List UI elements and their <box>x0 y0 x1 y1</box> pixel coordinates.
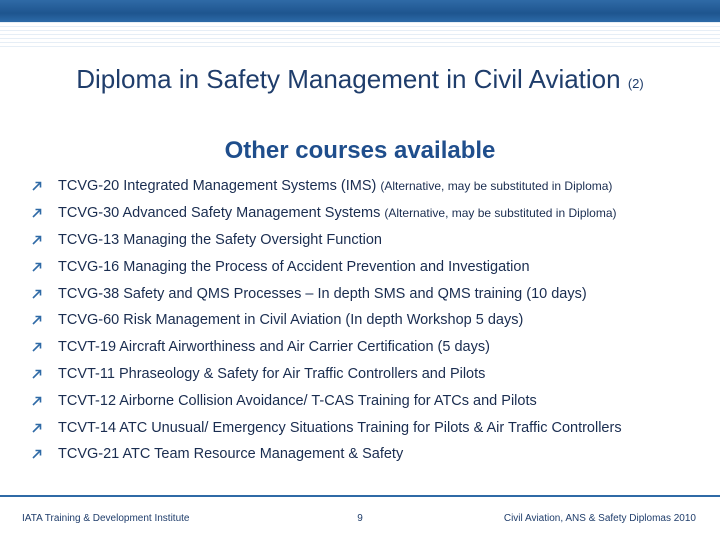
course-item <box>30 387 622 414</box>
course-item <box>30 173 622 200</box>
arrow-up-right-icon <box>30 394 44 408</box>
course-item <box>30 200 622 227</box>
slide-title-suffix: (2) <box>627 76 644 91</box>
course-note: (Alternative, may be substituted in Diploma) <box>380 179 613 194</box>
footer-left-text: IATA Training & Development Institute <box>22 513 190 524</box>
footer-divider <box>0 495 720 497</box>
course-item <box>30 414 622 441</box>
header-stripes <box>0 22 720 48</box>
arrow-up-right-icon <box>30 179 44 193</box>
course-title: TCVT-14 ATC Unusual/ Emergency Situations Training for Pilots & Air Traffic Controllers <box>58 419 622 436</box>
arrow-up-right-icon <box>30 421 44 435</box>
footer-right-text: Civil Aviation, ANS & Safety Diplomas 2010 <box>503 513 696 524</box>
arrow-up-right-icon <box>30 233 44 247</box>
page-number: 9 <box>357 513 363 524</box>
course-title: TCVG-13 Managing the Safety Oversight Function <box>58 231 382 248</box>
course-item <box>30 361 622 388</box>
arrow-up-right-icon <box>30 260 44 274</box>
course-title: TCVG-30 Advanced Safety Management Systems <box>58 205 381 222</box>
course-title: TCVG-60 Risk Management in Civil Aviation (In depth Workshop 5 days) <box>58 312 524 329</box>
slide-subtitle: Other courses available <box>224 137 496 164</box>
arrow-up-right-icon <box>30 340 44 354</box>
course-title: TCVG-21 ATC Team Resource Management & Safety <box>58 446 404 463</box>
course-title: TCVT-19 Aircraft Airworthiness and Air Carrier Certification (5 days) <box>58 339 490 356</box>
header-bar <box>0 0 720 22</box>
arrow-up-right-icon <box>30 206 44 220</box>
course-title: TCVG-20 Integrated Management Systems (IMS) <box>58 178 377 195</box>
arrow-up-right-icon <box>30 313 44 327</box>
course-title: TCVG-16 Managing the Process of Accident Prevention and Investigation <box>58 258 530 275</box>
arrow-up-right-icon <box>30 367 44 381</box>
course-item <box>30 253 622 280</box>
course-item <box>30 280 622 307</box>
course-title: TCVT-11 Phraseology & Safety for Air Traffic Controllers and Pilots <box>58 365 486 382</box>
course-title: TCVG-38 Safety and QMS Processes – In depth SMS and QMS training (10 days) <box>58 285 587 302</box>
course-item <box>30 227 622 254</box>
slide-title <box>0 64 720 95</box>
course-item <box>30 334 622 361</box>
arrow-up-right-icon <box>30 287 44 301</box>
course-list <box>30 173 622 468</box>
course-item <box>30 307 622 334</box>
course-note: (Alternative, may be substituted in Diploma) <box>384 206 617 221</box>
slide-title-text: Diploma in Safety Management in Civil Aviation <box>76 64 621 94</box>
course-title: TCVT-12 Airborne Collision Avoidance/ T-CAS Training for ATCs and Pilots <box>58 392 537 409</box>
arrow-up-right-icon <box>30 447 44 461</box>
course-item <box>30 441 622 468</box>
